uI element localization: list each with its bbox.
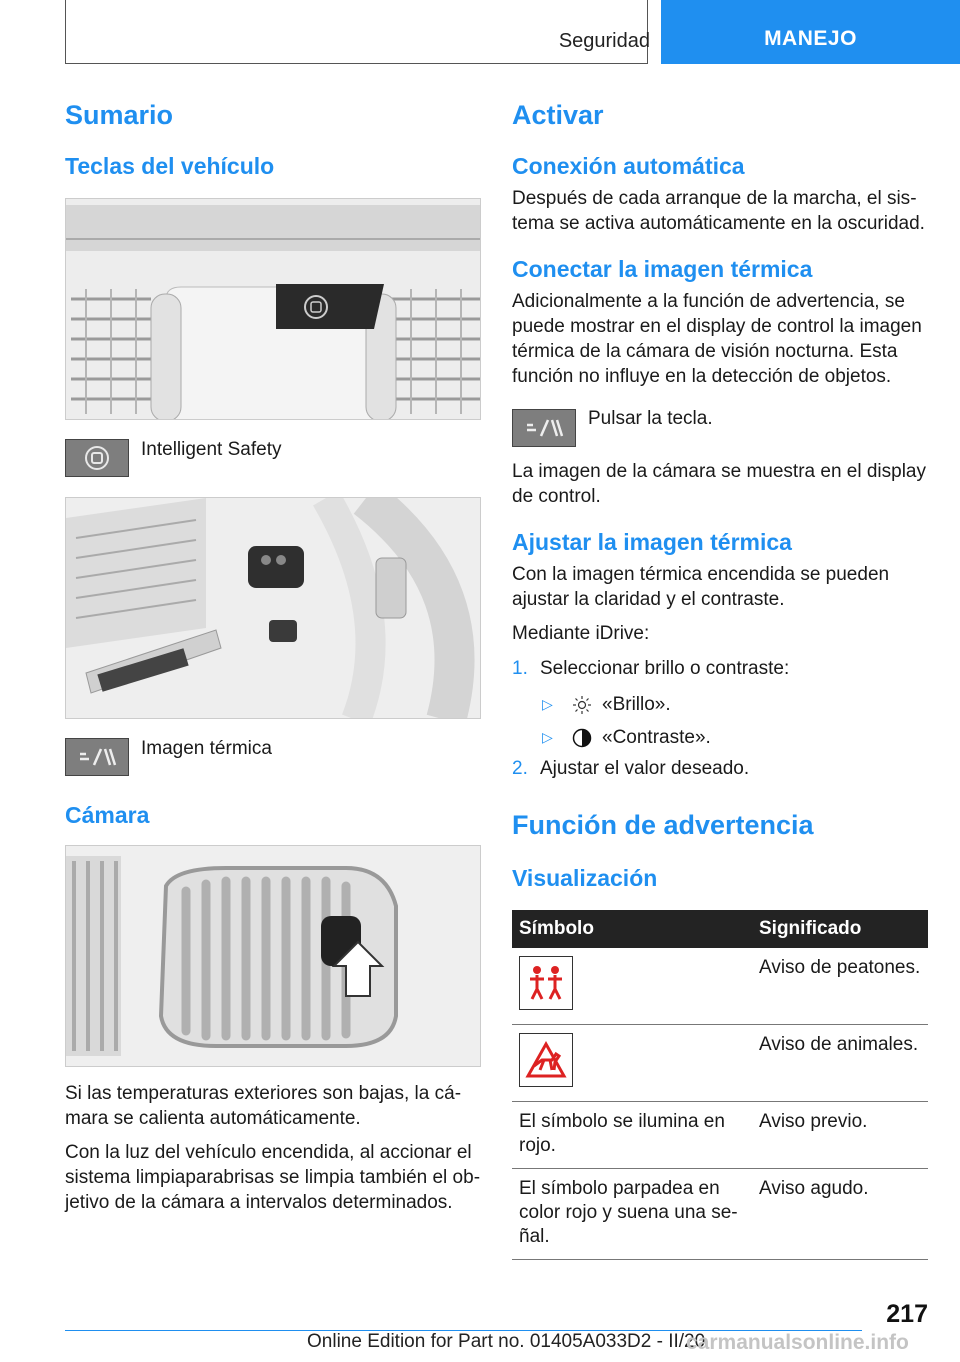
header-tab-manejo[interactable]: MANEJO	[661, 0, 960, 64]
heading-activar: Activar	[512, 100, 604, 130]
step-2: 2. Ajustar el valor deseado.	[512, 758, 750, 779]
pedestrian-warning-icon	[519, 956, 573, 1010]
press-key-text: Pulsar la tecla.	[588, 408, 713, 429]
triangle-bullet-icon: ▷	[542, 729, 553, 745]
header-section: Seguridad	[558, 30, 650, 52]
press-key-row	[512, 409, 928, 447]
intelligent-safety-key-icon	[65, 439, 129, 477]
meaning-cell: Aviso agudo.	[752, 1169, 928, 1260]
key2-label: Imagen térmica	[141, 738, 272, 759]
meaning-cell: Aviso previo.	[752, 1102, 928, 1169]
heading-visualizacion: Visualización	[512, 865, 658, 891]
right-column	[512, 100, 928, 1260]
camera-paragraph-1: Si las temperaturas exteriores son bajas, la cámara se calienta automáticamente.	[65, 1083, 462, 1129]
triangle-bullet-icon: ▷	[542, 696, 553, 712]
camera-paragraph-2: Con la luz del vehículo encendida, al accionar el sistema limpiaparabrisas se limpia también el objetivo de la cámara a intervalos determinados.	[65, 1142, 481, 1213]
heading-conectar: Conectar la imagen térmica	[512, 256, 813, 282]
step-1: 1. Seleccionar brillo o contraste:	[512, 658, 790, 679]
watermark: carmanualsonline.info	[686, 1331, 909, 1354]
ajustar-paragraph: Con la imagen térmica encendida se pueden ajustar la claridad y el contraste.	[512, 564, 890, 610]
table-header-row	[512, 910, 928, 948]
kidney-grille-camera-photo	[65, 845, 481, 1067]
sub-item-contraste: ▷ «Contraste».	[542, 726, 711, 748]
key1-label: Intelligent Safety	[141, 439, 282, 460]
left-column	[65, 100, 481, 1215]
dashboard-keys-photo	[65, 198, 481, 420]
heading-sumario: Sumario	[65, 100, 174, 130]
thermal-image-key-icon	[65, 738, 129, 776]
animal-warning-icon	[519, 1033, 573, 1087]
key-row-imagen-termica	[65, 738, 481, 776]
table-row	[512, 1025, 928, 1102]
brightness-icon	[572, 695, 592, 715]
heading-funcion-advertencia: Función de advertencia	[512, 810, 814, 840]
col-header-simbolo: Símbolo	[512, 910, 752, 948]
steering-area-photo	[65, 497, 481, 719]
heading-ajustar: Ajustar la imagen térmica	[512, 529, 792, 555]
sub-item-brillo: ▷ «Brillo».	[542, 693, 671, 715]
thermal-image-key-icon-2	[512, 409, 576, 447]
after-press-paragraph: La imagen de la cámara se muestra en el display de control.	[512, 461, 927, 507]
meaning-cell: Aviso de animales.	[752, 1025, 928, 1102]
conectar-paragraph: Adicionalmente a la función de advertencia, se puede mostrar en el display de control la imagen térmica de la cámara de visión nocturna. Esta función no influye en la detección de objetos.	[512, 291, 922, 387]
symbol-text-cell: El símbolo parpadea en color rojo y suena una señal.	[512, 1169, 752, 1260]
footer-edition: Online Edition for Part no. 01405A033D2 - II/20	[307, 1331, 706, 1352]
warning-symbols-table	[512, 910, 928, 1260]
heading-teclas: Teclas del vehículo	[65, 153, 275, 179]
table-row	[512, 1169, 928, 1260]
table-row	[512, 948, 928, 1025]
page-number: 217	[886, 1300, 928, 1328]
table-row	[512, 1102, 928, 1169]
steps-list	[512, 658, 928, 788]
symbol-text-cell: El símbolo se ilumina en rojo.	[512, 1102, 752, 1169]
heading-camara: Cámara	[65, 802, 150, 828]
idrive-text: Mediante iDrive:	[512, 623, 650, 644]
meaning-cell: Aviso de peatones.	[752, 948, 928, 1025]
col-header-significado: Significado	[752, 910, 928, 948]
key-row-intelligent-safety	[65, 439, 481, 477]
auto-paragraph: Después de cada arranque de la marcha, el sistema se activa automáticamente en la oscuridad.	[512, 188, 925, 234]
heading-conexion-automatica: Conexión automática	[512, 153, 745, 179]
contrast-icon	[572, 728, 592, 748]
